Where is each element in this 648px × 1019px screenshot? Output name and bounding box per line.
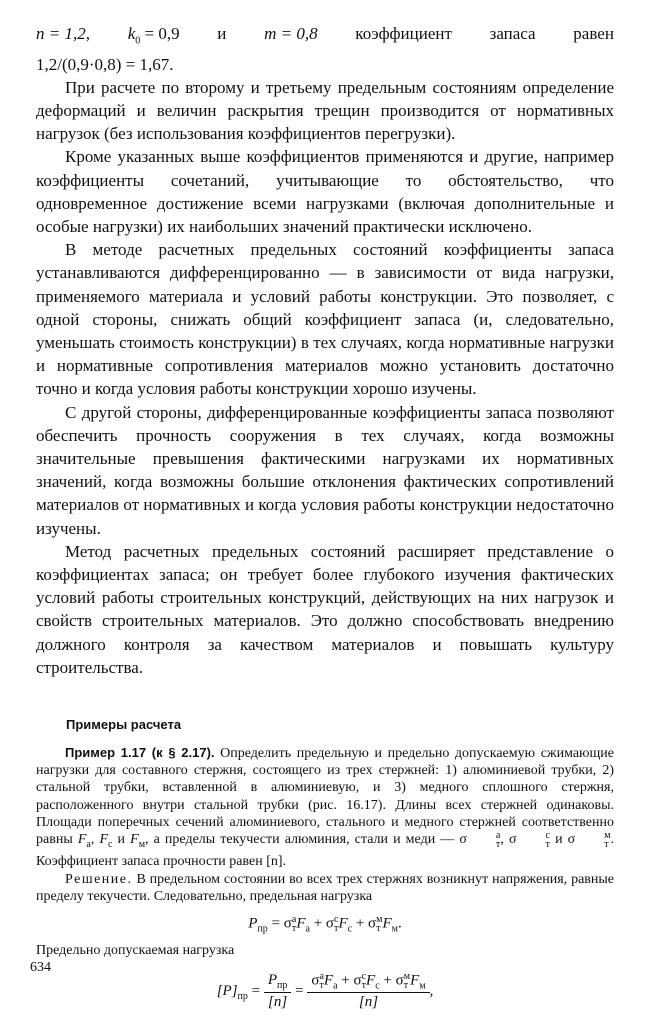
section-title: Примеры расчета (66, 717, 182, 733)
m-value: m = 0,8 (264, 24, 318, 43)
formula-limit-load: $P_{пр} = \sigma$ а т $F_а + \sigma$ с т $F_с + \sigma$ м т $F_м$. (248, 913, 402, 935)
paragraph-4: С другой стороны, дифференцированные коэффициенты запаса позволяют обеспечить прочность сооружения в тех случаях, когда возможны значительные превышения фактическими нагрузками их нормативных значений, когда возможны большие отклонения фактических сопротивлений материалов от нормативных и когда условия работы конструкции недостаточно изучены. (36, 402, 614, 538)
fraction-1: $\frac{P_{пр}}{[n]}$ (264, 972, 292, 1011)
paragraph-1: При расчете по второму и третьему предельным состояниям определение деформаций и величин раскрытия трещин производится от нормативных нагрузок (без использования коэффициентов перегрузки). (36, 77, 614, 144)
paragraph-2: Кроме указанных выше коэффициентов применяются и другие, например коэффициенты сочетаний, учитывающие то обстоятельство, что одновременное достижение всеми нагрузками (включая дополнительные и особые нагрузки) их наибольших значений практически исключено. (36, 147, 614, 237)
example-text: Пример 1.17 (к § 2.17). Определить предельную и предельно допускаемую сжимающие нагрузки для составного стержня, состоящего из трех стержней: 1) алюминиевой трубки, 2) стальной трубки, вставленной в алюминиевую, и 3) медного сплошного стержня, расположенного внутри стальной трубки (рис. 16.17). Длины всех стержней одинаковы. Площади поперечных сечений алюминиевого, стального и медного стержней соответственно равны $F_а$, $F_с$ и $F_м$, а пределы текучести алюминия, стали и меди — σ а т , σ с т и σ м т . Коэффициент запаса прочности равен [n]. (36, 745, 615, 870)
word-coefficient: коэффициент (355, 24, 452, 43)
paragraph-0-line2: 1,2/(0,9·0,8) = 1,67. (36, 54, 174, 74)
fraction-2: σ а т $F_а + \sigma$ с т $F_с + \sigma$ м т $F_м$ [n] (307, 972, 429, 1011)
solution-label: Решение. (65, 871, 133, 887)
page-content (36, 22, 614, 1019)
paragraph-3: В методе расчетных предельных состояний коэффициенты запаса устанавливаются дифференцированно — в зависимости от вида нагрузки, применяемого материала и условий работы конструкции. Это позволяет, с одной стороны, снижать общий коэффициент запаса (и, следовательно, уменьшать стоимость конструкции) в тех случаях, когда нормативные нагрузки и нормативные сопротивления материалов можно установить достаточно точно и когда условия работы конструкции хорошо изучены. (36, 240, 614, 399)
word-equals: равен (573, 24, 614, 43)
paragraph-0 (36, 22, 614, 53)
page-number: 634 (30, 960, 51, 975)
word-and: и (217, 24, 227, 43)
word-reserve: запаса (489, 24, 536, 43)
example-block (36, 744, 614, 1011)
k0-value: $k_0 = 0,9$ (127, 24, 180, 47)
n-value: n = 1,2, (36, 24, 90, 43)
example-title: Пример 1.17 (к § 2.17). (65, 745, 215, 761)
formula-allowable-load: $[P]_{пр}$ = $\frac{P_{пр}}{[n]}$ = σ а т $F_а + \sigma$ с т $F_с + \sigma$ м т $F_м$ [n] , (216, 970, 434, 1010)
solution-text: Решение. В предельном состоянии во всех трех стержнях возникнут напряжения, равные пределу текучести. Следовательно, предельная нагрузка (36, 871, 615, 904)
paragraph-5: Метод расчетных предельных состояний расширяет представление о коэффициентах запаса; он требует более глубокого изучения фактических условий работы строительных конструкций, действующих на них нагрузок и свойств строительных материалов. Это должно способствовать внедрению должного контроля за качеством материалов и повышать культуру строительства. (36, 541, 614, 677)
allowable-load-label: Предельно допускаемая нагрузка (36, 943, 235, 959)
